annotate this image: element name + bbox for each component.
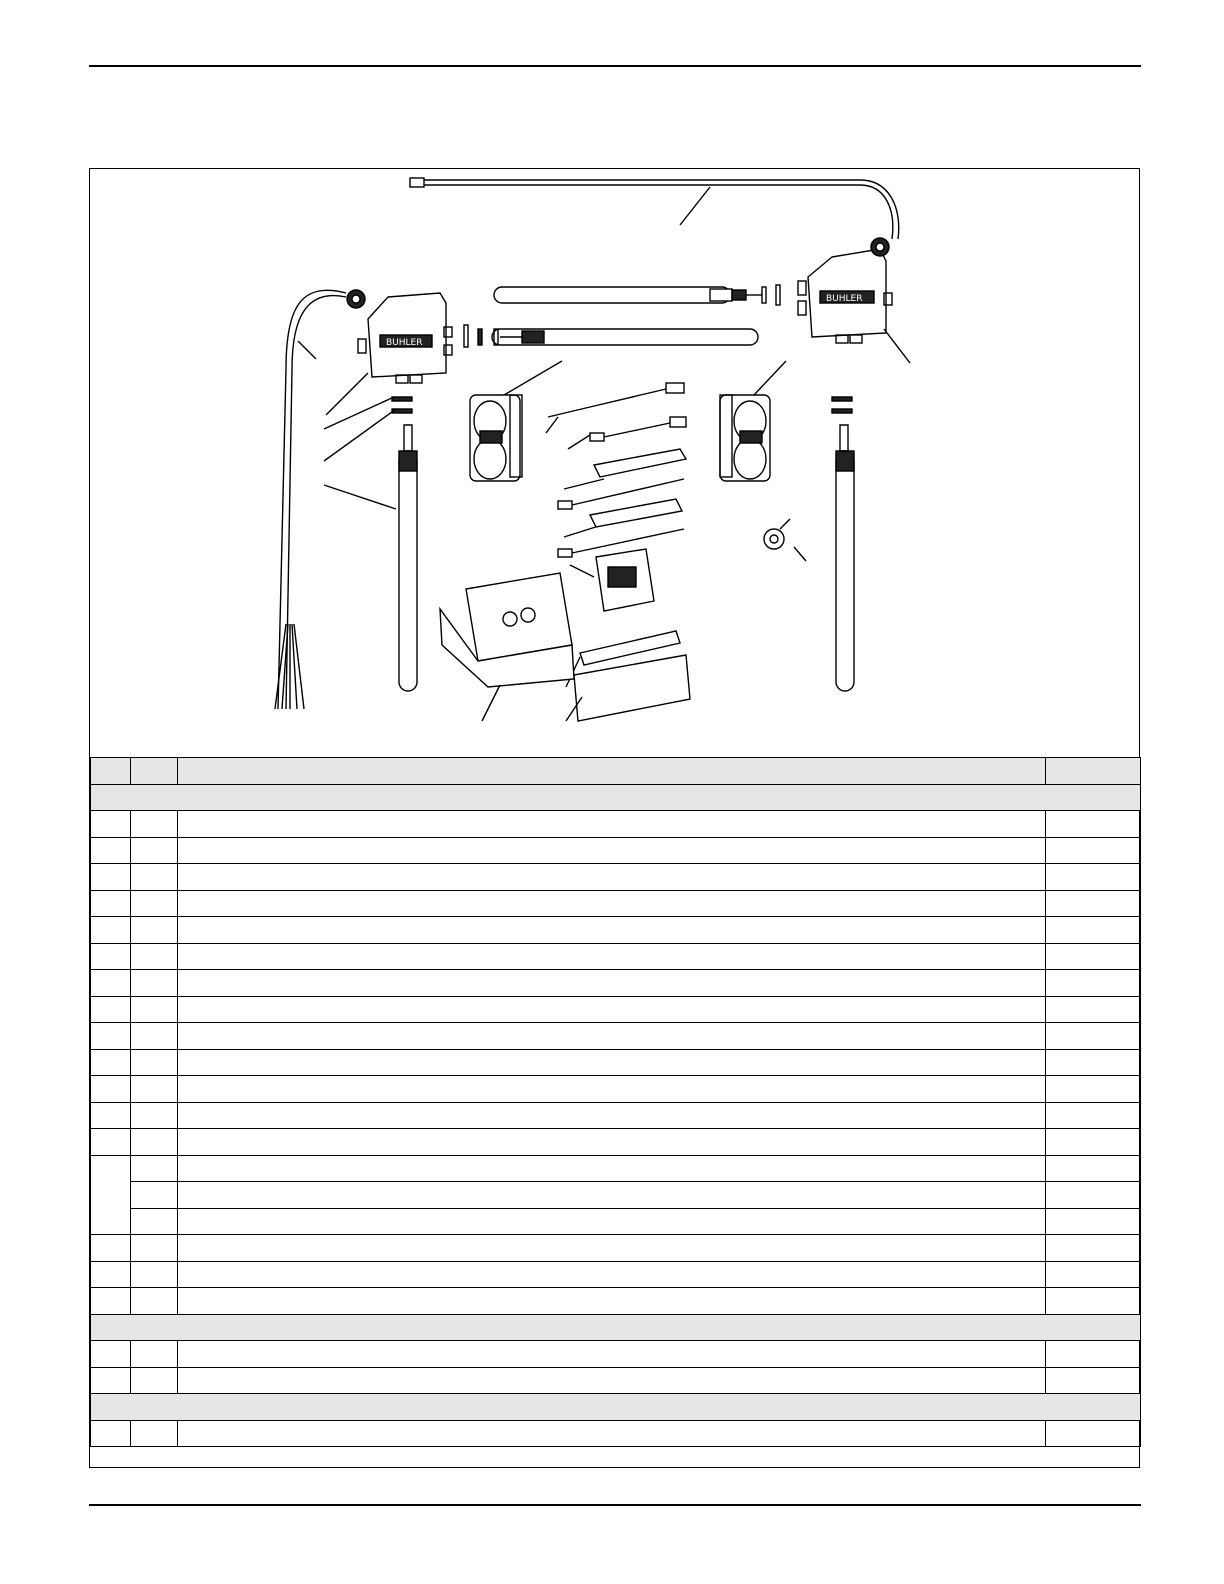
figure-and-parts-frame xyxy=(89,168,1140,1468)
part-number-cell xyxy=(131,1182,178,1209)
part-number-cell xyxy=(131,1049,178,1076)
part-number-cell xyxy=(131,811,178,838)
header-part-number xyxy=(131,758,178,785)
part-number-cell xyxy=(131,1261,178,1288)
description-cell xyxy=(178,996,1046,1023)
part-number-cell xyxy=(131,1076,178,1103)
item-number-cell xyxy=(91,1341,131,1368)
item-number-cell xyxy=(91,1023,131,1050)
part-number-cell xyxy=(131,1341,178,1368)
quantity-cell xyxy=(1046,1208,1141,1235)
item-number-cell xyxy=(91,890,131,917)
parts-item-row xyxy=(91,1367,1141,1394)
part-number-cell xyxy=(131,1023,178,1050)
item-number-cell xyxy=(91,1129,131,1156)
parts-group-row xyxy=(91,784,1141,811)
quantity-cell xyxy=(1046,1367,1141,1394)
parts-table-body xyxy=(91,784,1141,1447)
item-number-cell xyxy=(91,943,131,970)
part-number-cell xyxy=(131,864,178,891)
description-cell xyxy=(178,1155,1046,1182)
header-description xyxy=(178,758,1046,785)
part-number-cell xyxy=(131,1235,178,1262)
description-cell xyxy=(178,1341,1046,1368)
description-cell xyxy=(178,1420,1046,1447)
quantity-cell xyxy=(1046,1023,1141,1050)
part-number-cell xyxy=(131,1102,178,1129)
item-number-cell xyxy=(91,1049,131,1076)
item-number-cell xyxy=(91,1420,131,1447)
part-number-cell xyxy=(131,1155,178,1182)
footer-rule xyxy=(89,1504,1141,1506)
svg-text:BUHLER: BUHLER xyxy=(386,338,423,348)
part-number-cell xyxy=(131,1129,178,1156)
parts-item-row xyxy=(91,1155,1141,1182)
parts-item-row xyxy=(91,970,1141,997)
item-number-cell xyxy=(91,811,131,838)
description-cell xyxy=(178,917,1046,944)
parts-item-row xyxy=(91,1076,1141,1103)
item-number-cell xyxy=(91,917,131,944)
electrical-box-illustration xyxy=(570,549,654,611)
header-rule xyxy=(89,65,1141,67)
item-number-cell xyxy=(91,1367,131,1394)
parts-item-row xyxy=(91,1049,1141,1076)
header-item-number xyxy=(91,758,131,785)
quantity-cell xyxy=(1046,1341,1141,1368)
quantity-cell xyxy=(1046,996,1141,1023)
item-number-cell xyxy=(91,1235,131,1262)
item-number-cell xyxy=(91,970,131,997)
item-number-cell xyxy=(91,1102,131,1129)
quantity-cell xyxy=(1046,837,1141,864)
item-number-cell xyxy=(91,864,131,891)
part-number-cell xyxy=(131,943,178,970)
quantity-cell xyxy=(1046,1182,1141,1209)
parts-item-row xyxy=(91,1102,1141,1129)
description-cell xyxy=(178,1129,1046,1156)
quantity-cell xyxy=(1046,1261,1141,1288)
part-number-cell xyxy=(131,1288,178,1315)
item-number-cell xyxy=(91,996,131,1023)
parts-item-row xyxy=(91,1182,1141,1209)
parts-group-row xyxy=(91,1314,1141,1341)
sensor-knob-illustration xyxy=(764,519,806,561)
quantity-cell xyxy=(1046,970,1141,997)
item-number-cell xyxy=(91,1261,131,1288)
quantity-cell xyxy=(1046,811,1141,838)
item-number-cell xyxy=(91,1288,131,1315)
right-junction-box-illustration xyxy=(798,238,910,363)
description-cell xyxy=(178,1367,1046,1394)
item-number-cell xyxy=(91,1076,131,1103)
quantity-cell xyxy=(1046,890,1141,917)
part-number-cell xyxy=(131,1208,178,1235)
description-cell xyxy=(178,1182,1046,1209)
control-box-illustration xyxy=(440,573,574,721)
description-cell xyxy=(178,837,1046,864)
quantity-cell xyxy=(1046,1235,1141,1262)
description-cell xyxy=(178,1023,1046,1050)
group-heading-cell xyxy=(91,1394,1141,1421)
description-cell xyxy=(178,1049,1046,1076)
parts-item-row xyxy=(91,837,1141,864)
description-cell xyxy=(178,970,1046,997)
svg-text:BUHLER: BUHLER xyxy=(826,294,863,304)
top-cable-illustration xyxy=(410,178,899,239)
quantity-cell xyxy=(1046,1420,1141,1447)
quantity-cell xyxy=(1046,864,1141,891)
description-cell xyxy=(178,943,1046,970)
parts-item-row xyxy=(91,1129,1141,1156)
description-cell xyxy=(178,1235,1046,1262)
parts-item-row xyxy=(91,917,1141,944)
quantity-cell xyxy=(1046,1049,1141,1076)
description-cell xyxy=(178,1288,1046,1315)
left-junction-box-illustration xyxy=(275,290,452,709)
part-number-cell xyxy=(131,1367,178,1394)
part-number-cell xyxy=(131,837,178,864)
parts-item-row xyxy=(91,1288,1141,1315)
parts-item-row xyxy=(91,1341,1141,1368)
header-quantity xyxy=(1046,758,1141,785)
quantity-cell xyxy=(1046,1288,1141,1315)
part-number-cell xyxy=(131,917,178,944)
part-number-cell xyxy=(131,970,178,997)
quantity-cell xyxy=(1046,1129,1141,1156)
exploded-parts-drawing xyxy=(90,169,1139,757)
description-cell xyxy=(178,1076,1046,1103)
parts-item-row xyxy=(91,1420,1141,1447)
group-heading-cell xyxy=(91,784,1141,811)
description-cell xyxy=(178,1102,1046,1129)
quantity-cell xyxy=(1046,1155,1141,1182)
parts-item-row xyxy=(91,1023,1141,1050)
description-cell xyxy=(178,890,1046,917)
parts-list-table xyxy=(90,757,1141,1447)
description-cell xyxy=(178,1261,1046,1288)
part-number-cell xyxy=(131,890,178,917)
quantity-cell xyxy=(1046,1102,1141,1129)
parts-table-header-row xyxy=(91,758,1141,785)
quantity-cell xyxy=(1046,917,1141,944)
group-heading-cell xyxy=(91,1314,1141,1341)
parts-item-row xyxy=(91,1235,1141,1262)
item-number-cell xyxy=(91,1155,131,1235)
description-cell xyxy=(178,1208,1046,1235)
part-number-cell xyxy=(131,996,178,1023)
description-cell xyxy=(178,864,1046,891)
parts-item-row xyxy=(91,943,1141,970)
part-number-cell xyxy=(131,1420,178,1447)
parts-item-row xyxy=(91,890,1141,917)
parts-item-row xyxy=(91,996,1141,1023)
quantity-cell xyxy=(1046,1076,1141,1103)
parts-item-row xyxy=(91,864,1141,891)
description-cell xyxy=(178,811,1046,838)
parts-item-row xyxy=(91,1261,1141,1288)
horizontal-sensor-strips-illustration xyxy=(464,285,780,347)
item-number-cell xyxy=(91,837,131,864)
quantity-cell xyxy=(1046,943,1141,970)
parts-group-row xyxy=(91,1394,1141,1421)
parts-item-row xyxy=(91,1208,1141,1235)
parts-item-row xyxy=(91,811,1141,838)
